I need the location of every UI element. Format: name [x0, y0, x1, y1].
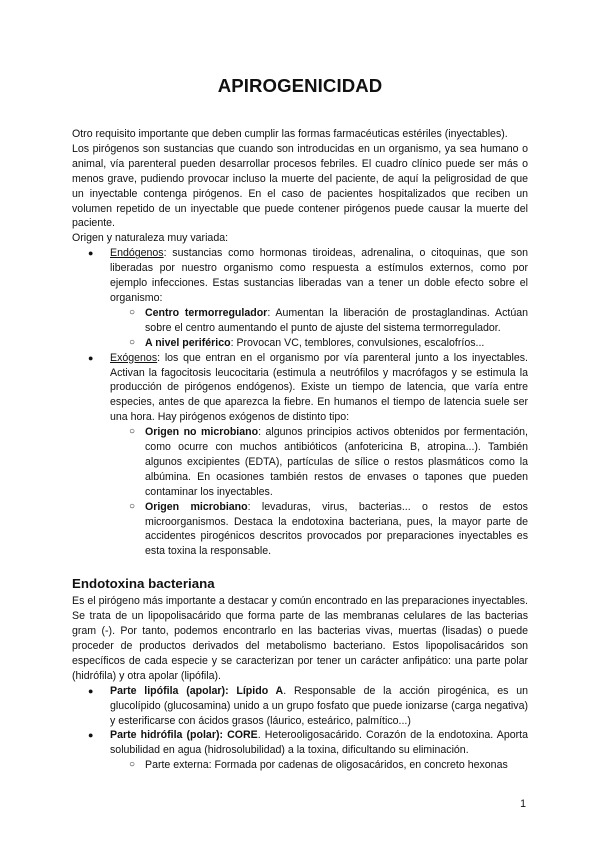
- text-lipofila: . Responsable de la acción pirogénica, es un glucolípido (glucosamina) unido a un grupo fosfato que puede ionizarse (carga negativa) y esterificarse con ácidos grasos (láurico, esteárico, palmítico...): [110, 684, 529, 727]
- endotoxina-paragraph: Es el pirógeno más importante a destacar y común encontrado en las preparaciones inyectables. Se trata de un lipopolisacárido que forma parte de las membranas celulares de las bacterias gram (-). Por tanto, podemos encontrarlo en las bacterias vivas, muertas (lisadas) o puede proceder de productos derivados del metabolismo bacteriano. Estos lipopolisacáridos son específicos de cada especie y se caracterizan por tener un carácter anfipático: una parte polar (hidrófila) y otra apolar (lipófila).: [72, 595, 528, 682]
- list-item-parte-lipofila: [72, 684, 528, 729]
- section-heading-endotoxina: Endotoxina bacteriana: [72, 576, 215, 592]
- document-body: [72, 127, 528, 773]
- text-no-microbiano: : algunos principios activos obtenidos por fermentación, como ocurre con muchos antibióticos (anfotericina B, atropina...). También algunos excipientes (EDTA), partículas de sílice o restos plasmáticos como la albúmina. En ocasiones también restos de envases o tapones que pueden contaminar los inyectables.: [145, 426, 528, 498]
- list-item-parte-externa: ○ Parte externa: Formada por cadenas de oligosacáridos, en concreto hexonas: [129, 758, 528, 773]
- term-endogenos: Endógenos: [110, 247, 164, 260]
- intro-paragraph-2: Los pirógenos son sustancias que cuando son introducidas en un organismo, ya sea humano o animal, vía parenteral pueden desarrollar procesos febriles. El cuadro clínico puede ser más o menos grave, pudiendo provocar incluso la muerte del paciente, de aquí la peligrosidad de que un inyectable contenga pirógenos. En el caso de pacientes hospitalizados que reciben un volumen repetido de un inyectable que puede contener pirógenos puede causar la muerte del paciente.: [72, 142, 528, 230]
- term-centro: Centro termorregulador: [145, 306, 268, 319]
- page-title: APIROGENICIDAD: [217, 75, 383, 96]
- term-hidrofila: Parte hidrófila (polar): CORE: [110, 729, 258, 742]
- intro-paragraph-3: Origen y naturaleza muy variada:: [72, 232, 229, 245]
- text-periferico: : Provocan VC, temblores, convulsiones, escalofríos...: [230, 336, 485, 349]
- text-endogenos: : sustancias como hormonas tiroideas, adrenalina, o citoquinas, que son liberadas por nuestro organismo como respuesta a estímulos externos, como por ejemplo infecciones. Estas sustancias liberadas van a tener un doble efecto sobre el organismo:: [110, 247, 528, 304]
- list-item-parte-hidrofila: [72, 728, 528, 773]
- exogenos-sublist: [129, 425, 528, 559]
- term-exogenos: Exógenos: [110, 351, 158, 364]
- term-no-microbiano: Origen no microbiano: [145, 426, 259, 439]
- hidrofila-sublist: [129, 758, 528, 773]
- list-item-origen-microbiano: [129, 500, 528, 560]
- endotoxina-parts-list: [72, 684, 528, 773]
- page-number: 1: [520, 798, 526, 810]
- text-exogenos: : los que entran en el organismo por vía parenteral junto a los inyectables. Activan la fagocitosis leucocitaria (estimula a neutrófilos y macrófagos y se estimula la producción de pirógenos endógenos). Existe un tiempo de latencia, que varía entre especies, antes de que aparezca la fiebre. En humanos el tiempo de latencia suele ser una hora. Hay pirógenos exógenos de distinto tipo:: [110, 351, 528, 424]
- list-item-nivel-periferico: [129, 336, 528, 351]
- term-lipofila: Parte lipófila (apolar): Lípido A: [110, 684, 284, 697]
- endogenos-sublist: [129, 306, 528, 351]
- list-item-endogenos: [72, 246, 528, 350]
- intro-paragraph-1: Otro requisito importante que deben cumplir las formas farmacéuticas estériles (inyectables).: [72, 128, 508, 140]
- term-microbiano: Origen microbiano: [145, 500, 248, 513]
- list-item-exogenos: [72, 351, 528, 560]
- pyrogen-origin-list: [72, 246, 528, 559]
- text-centro: : Aumentan la liberación de prostaglandinas. Actúan sobre el centro aumentando el punto de ajuste del sistema termorregulador.: [145, 306, 528, 334]
- text-microbiano: : levaduras, virus, bacterias... o restos de estos microorganismos. Destaca la endotoxina bacteriana, pues, la mayor parte de accidentes pirogénicos descritos provocados por preparaciones inyectables es esta toxina la responsable.: [145, 500, 528, 558]
- list-item-centro-termorregulador: [129, 306, 528, 336]
- list-item-origen-no-microbiano: [129, 425, 528, 500]
- text-hidrofila: . Heterooligosacárido. Corazón de la endotoxina. Aporta solubilidad en agua (hidrosolubilidad) a la toxina, dificultando su eliminación.: [110, 729, 528, 757]
- term-periferico: A nivel periférico: [145, 336, 231, 349]
